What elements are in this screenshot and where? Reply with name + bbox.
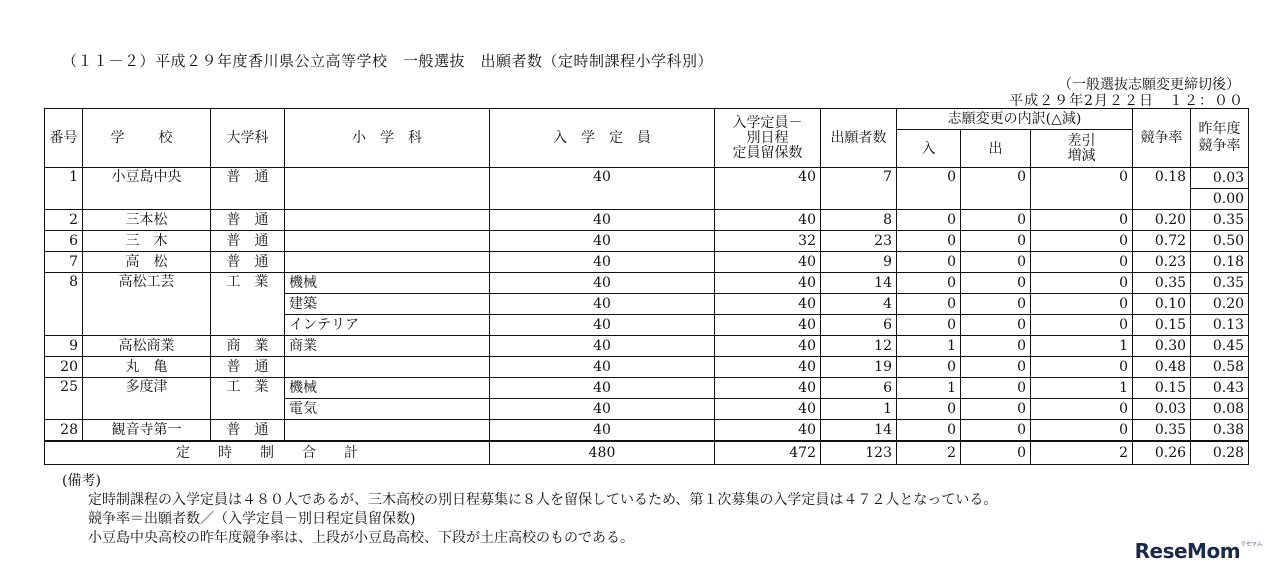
cell-applicants: 14 — [821, 420, 897, 442]
cell-diff: 0 — [1031, 315, 1133, 336]
cell-ratio: 0.18 — [1133, 168, 1191, 210]
cell-reserved: 32 — [715, 231, 821, 252]
cell-school: 三本松 — [83, 210, 211, 231]
total-label: 定 時 制 合 計 — [45, 441, 490, 465]
cell-major: 普 通 — [211, 252, 285, 273]
cell-major: 普 通 — [211, 210, 285, 231]
cell-diff: 0 — [1031, 168, 1133, 210]
cell-ratio: 0.15 — [1133, 378, 1191, 399]
cell-minor — [285, 357, 490, 378]
table-row — [45, 357, 1249, 378]
cell-ratio: 0.10 — [1133, 294, 1191, 315]
cell-in: 0 — [897, 273, 961, 294]
cell-reserved: 40 — [715, 315, 821, 336]
total-prev: 0.28 — [1191, 441, 1249, 465]
cell-school: 丸 亀 — [83, 357, 211, 378]
cell-capacity: 40 — [490, 357, 715, 378]
cell-prev: 0.45 — [1191, 336, 1249, 357]
header-prev-line2: 競争率 — [1198, 138, 1241, 154]
cell-reserved: 40 — [715, 210, 821, 231]
resemom-logo — [1135, 539, 1262, 563]
cell-reserved: 40 — [715, 168, 821, 210]
cell-major: 普 通 — [211, 168, 285, 210]
header-reserved — [715, 109, 821, 168]
cell-prev: 0.35 — [1191, 273, 1249, 294]
cell-applicants: 6 — [821, 378, 897, 399]
cell-minor — [285, 168, 490, 210]
cell-applicants: 1 — [821, 399, 897, 420]
table-row — [45, 336, 1249, 357]
cell-school: 高 松 — [83, 252, 211, 273]
cell-out: 0 — [961, 420, 1031, 442]
cell-diff: 1 — [1031, 378, 1133, 399]
logo-text: ReseMom — [1134, 539, 1241, 563]
cell-ratio: 0.23 — [1133, 252, 1191, 273]
header-change-diff — [1031, 130, 1133, 168]
cell-diff: 0 — [1031, 399, 1133, 420]
table-row — [45, 210, 1249, 231]
cell-out: 0 — [961, 168, 1031, 210]
cell-reserved: 40 — [715, 378, 821, 399]
cell-ratio: 0.35 — [1133, 273, 1191, 294]
table-row — [45, 231, 1249, 252]
cell-out: 0 — [961, 252, 1031, 273]
cell-reserved: 40 — [715, 252, 821, 273]
cell-minor: 機械 — [285, 273, 490, 294]
cell-in: 0 — [897, 168, 961, 210]
notes — [62, 472, 997, 548]
cell-out: 0 — [961, 378, 1031, 399]
cell-in: 0 — [897, 294, 961, 315]
cell-reserved: 40 — [715, 357, 821, 378]
cell-major: 普 通 — [211, 357, 285, 378]
cell-no: 7 — [45, 252, 83, 273]
cell-capacity: 40 — [490, 399, 715, 420]
cell-applicants: 12 — [821, 336, 897, 357]
cell-in: 0 — [897, 399, 961, 420]
cell-no: 20 — [45, 357, 83, 378]
cell-diff: 1 — [1031, 336, 1133, 357]
header-change-in: 入 — [897, 130, 961, 168]
cell-in: 0 — [897, 315, 961, 336]
cell-school: 観音寺第一 — [83, 420, 211, 442]
cell-minor: 商業 — [285, 336, 490, 357]
cell-minor — [285, 252, 490, 273]
cell-minor: 建築 — [285, 294, 490, 315]
cell-prev: 0.35 — [1191, 210, 1249, 231]
cell-minor: 機械 — [285, 378, 490, 399]
header-diff-line2: 増減 — [1067, 147, 1096, 164]
table-row — [45, 378, 1249, 399]
cell-out: 0 — [961, 399, 1031, 420]
cell-prev: 0.20 — [1191, 294, 1249, 315]
cell-in: 0 — [897, 357, 961, 378]
cell-out: 0 — [961, 336, 1031, 357]
notes-heading: (備考) — [62, 473, 101, 489]
cell-diff: 0 — [1031, 294, 1133, 315]
cell-major: 工 業 — [211, 378, 285, 420]
cell-ratio: 0.03 — [1133, 399, 1191, 420]
header-reserved-line1: 入学定員－ — [732, 114, 803, 131]
cell-capacity: 40 — [490, 273, 715, 294]
total-reserved: 472 — [715, 441, 821, 465]
cell-in: 1 — [897, 336, 961, 357]
cell-ratio: 0.48 — [1133, 357, 1191, 378]
cell-prev: 0.13 — [1191, 315, 1249, 336]
cell-capacity: 40 — [490, 420, 715, 442]
cell-out: 0 — [961, 357, 1031, 378]
cell-prev: 0.03 — [1191, 168, 1249, 189]
table-row — [45, 420, 1249, 442]
cell-school: 三 木 — [83, 231, 211, 252]
cell-school: 多度津 — [83, 378, 211, 420]
cell-applicants: 6 — [821, 315, 897, 336]
cell-capacity: 40 — [490, 336, 715, 357]
cell-out: 0 — [961, 273, 1031, 294]
cell-no: 1 — [45, 168, 83, 210]
cell-minor — [285, 420, 490, 442]
table-row — [45, 252, 1249, 273]
cell-capacity: 40 — [490, 231, 715, 252]
cell-prev-lower: 0.00 — [1191, 189, 1249, 210]
cell-ratio: 0.35 — [1133, 420, 1191, 442]
total-diff: 2 — [1031, 441, 1133, 465]
cell-diff: 0 — [1031, 252, 1133, 273]
cell-prev: 0.08 — [1191, 399, 1249, 420]
note-line-3: 小豆島中央高校の昨年度競争率は、上段が小豆島高校、下段が土庄高校のものである。 — [88, 530, 634, 546]
table-row — [45, 273, 1249, 294]
total-in: 2 — [897, 441, 961, 465]
cell-minor — [285, 231, 490, 252]
note-line-1: 定時制課程の入学定員は４８０人であるが、三木高校の別日程募集に８人を留保しているため、第１次募集の入学定員は４７２人となっている。 — [88, 492, 998, 508]
cell-no: 25 — [45, 378, 83, 420]
table-row — [45, 168, 1249, 189]
cell-ratio: 0.15 — [1133, 315, 1191, 336]
cell-in: 0 — [897, 252, 961, 273]
cell-minor — [285, 210, 490, 231]
timestamp: 平成２９年2月２２日 １２：００ — [1009, 93, 1244, 109]
cell-school: 高松工芸 — [83, 273, 211, 336]
cell-diff: 0 — [1031, 210, 1133, 231]
cell-no: 28 — [45, 420, 83, 442]
cell-applicants: 23 — [821, 231, 897, 252]
header-no: 番号 — [45, 109, 83, 168]
total-capacity: 480 — [490, 441, 715, 465]
header-reserved-line3: 定員留保数 — [732, 144, 803, 161]
cell-diff: 0 — [1031, 420, 1133, 442]
cell-capacity: 40 — [490, 168, 715, 210]
cell-diff: 0 — [1031, 231, 1133, 252]
cell-minor: インテリア — [285, 315, 490, 336]
cell-applicants: 9 — [821, 252, 897, 273]
cell-applicants: 14 — [821, 273, 897, 294]
cell-capacity: 40 — [490, 252, 715, 273]
cell-major: 工 業 — [211, 273, 285, 336]
cell-school: 高松商業 — [83, 336, 211, 357]
cell-diff: 0 — [1031, 357, 1133, 378]
cell-diff: 0 — [1031, 273, 1133, 294]
cell-reserved: 40 — [715, 273, 821, 294]
cell-capacity: 40 — [490, 294, 715, 315]
cell-out: 0 — [961, 315, 1031, 336]
total-out: 0 — [961, 441, 1031, 465]
cell-prev: 0.58 — [1191, 357, 1249, 378]
header-diff-line1: 差引 — [1067, 132, 1096, 149]
cell-reserved: 40 — [715, 336, 821, 357]
header-applicants: 出願者数 — [821, 109, 897, 168]
cell-in: 0 — [897, 231, 961, 252]
cell-out: 0 — [961, 210, 1031, 231]
total-row — [45, 441, 1249, 465]
cell-no: 8 — [45, 273, 83, 336]
applicants-table — [44, 108, 1249, 465]
cell-ratio: 0.72 — [1133, 231, 1191, 252]
cell-prev: 0.38 — [1191, 420, 1249, 442]
total-applicants: 123 — [821, 441, 897, 465]
cell-ratio: 0.20 — [1133, 210, 1191, 231]
header-change: 志願変更の内訳(△減) — [897, 109, 1133, 130]
cell-minor: 電気 — [285, 399, 490, 420]
cell-no: 6 — [45, 231, 83, 252]
cell-no: 2 — [45, 210, 83, 231]
cell-major: 商 業 — [211, 336, 285, 357]
cell-applicants: 7 — [821, 168, 897, 210]
header-capacity: 入 学 定 員 — [490, 109, 715, 168]
cell-major: 普 通 — [211, 420, 285, 442]
cell-in: 0 — [897, 210, 961, 231]
cell-no: 9 — [45, 336, 83, 357]
cell-prev: 0.43 — [1191, 378, 1249, 399]
cell-reserved: 40 — [715, 294, 821, 315]
cell-capacity: 40 — [490, 210, 715, 231]
cell-in: 0 — [897, 420, 961, 442]
total-ratio: 0.26 — [1133, 441, 1191, 465]
header-reserved-line2: 別日程 — [746, 129, 789, 146]
cell-school: 小豆島中央 — [83, 168, 211, 210]
cell-major: 普 通 — [211, 231, 285, 252]
cell-in: 1 — [897, 378, 961, 399]
header-ratio: 競争率 — [1133, 109, 1191, 168]
header-minor: 小 学 科 — [285, 109, 490, 168]
cell-capacity: 40 — [490, 315, 715, 336]
deadline-note: （一般選抜志願変更締切後） — [1058, 77, 1240, 93]
cell-reserved: 40 — [715, 420, 821, 442]
note-line-2: 競争率＝出願者数／（入学定員－別日程定員留保数) — [88, 511, 416, 527]
header-change-out: 出 — [961, 130, 1031, 168]
cell-prev: 0.50 — [1191, 231, 1249, 252]
header-major: 大学科 — [211, 109, 285, 168]
cell-capacity: 40 — [490, 378, 715, 399]
header-prev-ratio — [1191, 109, 1249, 168]
page-title: （１１－２）平成２９年度香川県公立高等学校 一般選抜 出願者数（定時制課程小学科別） — [62, 52, 714, 70]
cell-reserved: 40 — [715, 399, 821, 420]
cell-ratio: 0.30 — [1133, 336, 1191, 357]
cell-applicants: 8 — [821, 210, 897, 231]
cell-out: 0 — [961, 294, 1031, 315]
header-school: 学 校 — [83, 109, 211, 168]
cell-applicants: 19 — [821, 357, 897, 378]
cell-applicants: 4 — [821, 294, 897, 315]
cell-out: 0 — [961, 231, 1031, 252]
header-prev-line1: 昨年度 — [1198, 121, 1241, 137]
logo-small: リセマム — [1240, 541, 1262, 548]
cell-prev: 0.18 — [1191, 252, 1249, 273]
